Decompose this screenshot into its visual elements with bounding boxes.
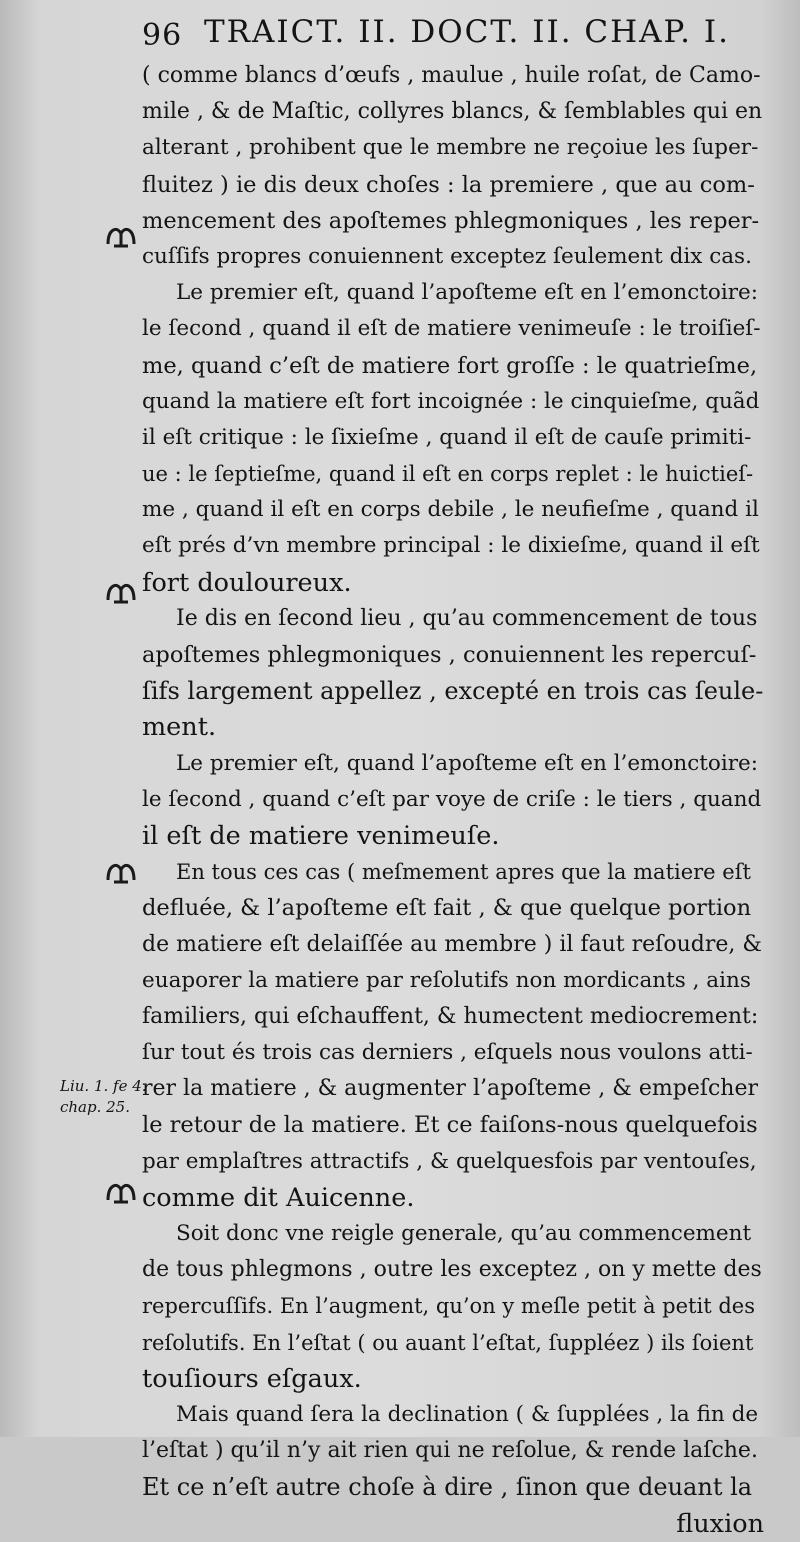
text-line: alterant , prohibent que le membre ne reçoiue les ſuper- (142, 135, 759, 161)
text-line: Soit donc vne reigle generale, qu’au commencement (176, 1221, 752, 1246)
text-line: Et ce n’eſt autre choſe à dire , ſinon que deuant la (142, 1473, 753, 1502)
text-line: Le premier eſt, quand l’apoſteme eſt en l’emonctoire: (176, 750, 758, 776)
text-line: En tous ces cas ( meſmement apres que la matiere eſt (176, 860, 751, 885)
text-line: ſifs largement appellez , excepté en trois cas ſeule- (142, 677, 764, 706)
text-line: il eſt critique : le ſixieſme , quand il eſt de cauſe primiti- (142, 424, 752, 450)
text-line: me, quand c’eſt de matiere fort groſſe : le quatrieſme, (142, 352, 758, 379)
text-line: Ie dis en ſecond lieu , qu’au commencement de tous (176, 605, 758, 631)
text-line: me , quand il eſt en corps debile , le neufieſme , quand il (142, 497, 759, 523)
text-line: fort douloureux. (142, 567, 352, 598)
text-line: ( comme blancs d’œufs , maulue , huile roſat, de Camo- (142, 63, 761, 88)
text-line: eſt prés d’vn membre principal : le dixieſme, quand il eſt (142, 533, 760, 559)
text-line: familiers, qui eſchauffent, & humectent mediocrement: (142, 1003, 759, 1029)
text-line: quand la matiere eſt fort incoignée : le cinquieſme, quãd (142, 388, 760, 414)
text-line: de tous phlegmons , outre les exceptez , on y mette des (142, 1257, 762, 1283)
text-line: mile , & de Maſtic, collyres blancs, & ſemblables qui en (142, 99, 763, 125)
text-line: mencement des apoſtemes phlegmoniques , les reper- (142, 207, 760, 234)
text-line: Le premier eſt, quand l’apoſteme eſt en l’emonctoire: (176, 280, 758, 306)
paragraph-mark-icon (104, 856, 138, 886)
text-line: ue : le ſeptieſme, quand il eſt en corps replet : le huictieſ- (142, 462, 754, 487)
text-line: touſiours eſgaux. (142, 1363, 362, 1394)
text-line: ment. (142, 712, 217, 743)
page-number: 96 (142, 18, 183, 53)
text-line: de matiere eſt delaiſſée au membre ) il faut reſoudre, & (142, 931, 762, 957)
text-line: fluxion (676, 1508, 764, 1539)
paragraph-mark-icon (104, 576, 138, 606)
text-line: ſur tout és trois cas derniers , eſquels nous voulons atti- (142, 1040, 753, 1066)
text-line: apoſtemes phlegmoniques , conuiennent les repercuſ- (142, 642, 757, 668)
marginal-note-line: chap. 25. (60, 1098, 130, 1116)
paragraph-mark-icon (104, 1176, 138, 1206)
text-line: defluée, & l’apoſteme eſt fait , & que quelque portion (142, 895, 752, 922)
text-line: Mais quand ſera la declination ( & ſupplées , la fin de (176, 1401, 759, 1427)
marginal-note-line: Liu. 1. fe 4. (60, 1077, 147, 1095)
text-line: par emplaſtres attractifs , & quelquesfois par ventouſes, (142, 1148, 757, 1174)
text-line: euaporer la matiere par reſolutifs non mordicants , ains (142, 967, 751, 993)
marginal-note (60, 1076, 147, 1118)
text-line: rer la matiere , & augmenter l’apoſteme , & empeſcher (142, 1076, 759, 1102)
text-line: repercuſſifs. En l’augment, qu’on y meſle petit à petit des (142, 1294, 755, 1319)
text-line: il eſt de matiere venimeuſe. (142, 820, 500, 851)
text-line: le retour de la matiere. Et ce faiſons-nous quelquefois (142, 1112, 758, 1139)
text-line: cuſſifs propres conuiennent exceptez ſeulement dix cas. (142, 243, 752, 269)
running-head: TRAICT. II. DOCT. II. CHAP. I. (204, 14, 730, 50)
text-line: le ſecond , quand il eſt de matiere venimeuſe : le troiſieſ- (142, 316, 761, 342)
paragraph-mark-icon (104, 220, 138, 250)
page-header (142, 14, 782, 54)
text-line: l’eſtat ) qu’il n’y ait rien qui ne reſolue, & rende laſche. (142, 1438, 758, 1464)
text-line: fluitez ) ie dis deux choſes : la premiere , que au com- (142, 171, 755, 198)
text-line: reſolutifs. En l’eſtat ( ou auant l’eſtat, ſuppléez ) ils ſoient (142, 1330, 754, 1355)
body-text (142, 58, 764, 1542)
text-line: le ſecond , quand c’eſt par voye de criſe : le tiers , quand (142, 786, 762, 812)
margin-column (0, 0, 140, 1437)
text-line: comme dit Auicenne. (142, 1182, 415, 1213)
